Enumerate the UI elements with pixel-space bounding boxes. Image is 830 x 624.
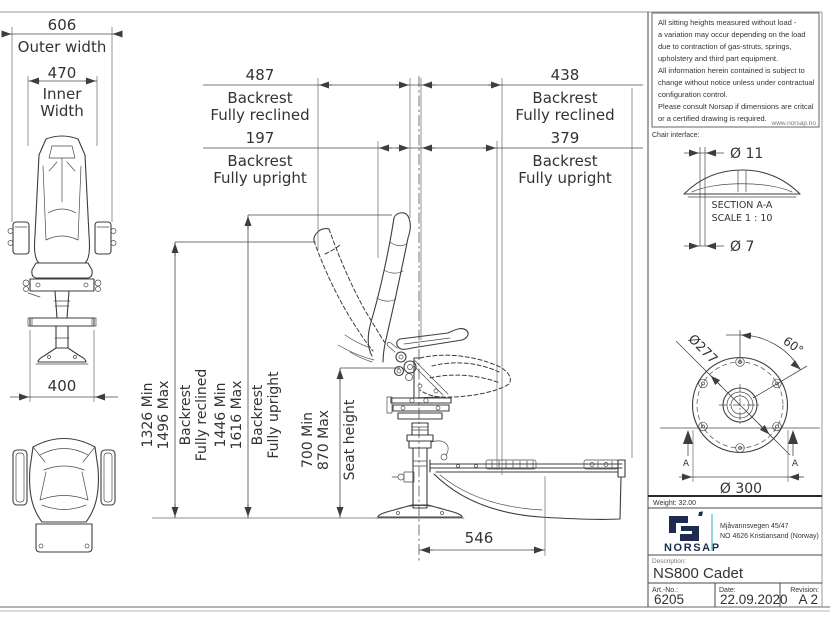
reclined-right-value: 438 [550, 66, 580, 84]
upright-right-label1: Backrest [532, 152, 598, 170]
note-line: upholstery and third part equipment. [658, 54, 779, 63]
address-line-2: NO 4626 Kristiansand (Norway) [720, 533, 819, 540]
bolt-circle-dia: Ø277 [684, 331, 721, 368]
front-view-drawing [8, 136, 116, 364]
art-no-value: 6205 [654, 592, 685, 607]
reclined-left-value: 487 [245, 66, 275, 84]
height-upright-label2: Fully upright [266, 371, 282, 459]
height-reclined-min: 1326 Min [140, 382, 156, 448]
note-line: configuration control. [658, 90, 728, 99]
outer-width-label: Outer width [17, 38, 107, 56]
section-dia-top: Ø 11 [730, 146, 764, 162]
brand-name: NORSAP [664, 542, 721, 554]
right-panel [648, 12, 822, 607]
upright-left-label2: Fully upright [213, 169, 307, 187]
revision-value: A 2 [798, 592, 818, 607]
reclined-right-label2: Fully reclined [515, 106, 615, 124]
inner-width-label-1: Inner [42, 85, 82, 103]
inner-width-value: 470 [47, 64, 77, 82]
height-upright-min: 1446 Min [213, 382, 229, 448]
date-value: 22.09.2020 [720, 592, 788, 607]
base-width-value: 400 [47, 377, 77, 395]
date-label: Date: [719, 587, 736, 594]
art-no-label: Art.-No.: [652, 587, 679, 594]
upright-right-label2: Fully upright [518, 169, 612, 187]
chair-interface-label: Chair interface: [652, 132, 700, 139]
section-marker-label: A [682, 459, 690, 469]
outer-dia: Ø 300 [719, 481, 763, 497]
inner-width-label-2: Width [40, 102, 84, 120]
note-line: due to contraction of gas-struts, springs, [658, 42, 792, 51]
seat-height-label: Seat height [342, 399, 358, 481]
note-line: change without notice unless under contractual [658, 78, 815, 87]
section-marker-right [788, 430, 799, 469]
section-aa-view [684, 146, 800, 255]
section-title: SECTION A-A [711, 200, 773, 211]
seat-height-max: 870 Max [316, 409, 332, 471]
reclined-left-label1: Backrest [227, 89, 293, 107]
base-circle-view [660, 330, 820, 497]
height-reclined-label2: Fully reclined [194, 368, 210, 462]
note-line: Please consult Norsap if dimensions are critcal [658, 102, 814, 111]
dim-height-reclined [140, 242, 316, 518]
weight-value: Weight: 32.00 [653, 500, 697, 507]
side-view [140, 66, 643, 562]
upright-left-value: 197 [245, 129, 275, 147]
dim-base-width [10, 330, 118, 402]
section-scale: SCALE 1 : 10 [711, 213, 773, 224]
height-reclined-max: 1496 Max [156, 380, 172, 450]
dim-backrest-reclined [203, 66, 643, 124]
address-line-1: Mjåvannsvegen 45/47 [720, 523, 789, 530]
dim-backrest-upright [203, 129, 643, 187]
website-link[interactable]: www.norsap.no [771, 120, 816, 127]
dim-seat-height [300, 368, 400, 518]
section-marker-label: A [791, 459, 799, 469]
section-dia-bottom: Ø 7 [730, 239, 755, 255]
top-view [13, 439, 115, 553]
height-upright-label1: Backrest [250, 384, 266, 446]
upright-left-label1: Backrest [227, 152, 293, 170]
bolt-angle: 60° [780, 333, 807, 358]
front-view [2, 16, 122, 402]
notes-box [652, 13, 819, 127]
reclined-left-label2: Fully reclined [210, 106, 310, 124]
note-line: a variation may occur depending on the load [658, 30, 806, 39]
title-block [648, 496, 822, 607]
note-line: All sitting heights measured without load - [658, 18, 797, 27]
upright-right-value: 379 [550, 129, 580, 147]
footrest-depth-value: 546 [464, 529, 494, 547]
description-value: NS800 Cadet [653, 565, 744, 582]
note-line: All information herein contained is subject to [658, 66, 805, 75]
dim-height-upright [213, 215, 392, 518]
seat-height-min: 700 Min [300, 411, 316, 469]
height-reclined-label1: Backrest [178, 384, 194, 446]
side-view-drawing [314, 213, 625, 520]
section-marker-left [683, 430, 693, 469]
description-label: Description: [652, 558, 687, 565]
reclined-right-label1: Backrest [532, 89, 598, 107]
height-upright-max: 1616 Max [229, 380, 245, 450]
revision-label: Revision: [790, 587, 819, 594]
dim-inner-width [28, 64, 97, 146]
note-line: or a certified drawing is required. [658, 114, 767, 123]
outer-width-value: 606 [47, 16, 77, 34]
